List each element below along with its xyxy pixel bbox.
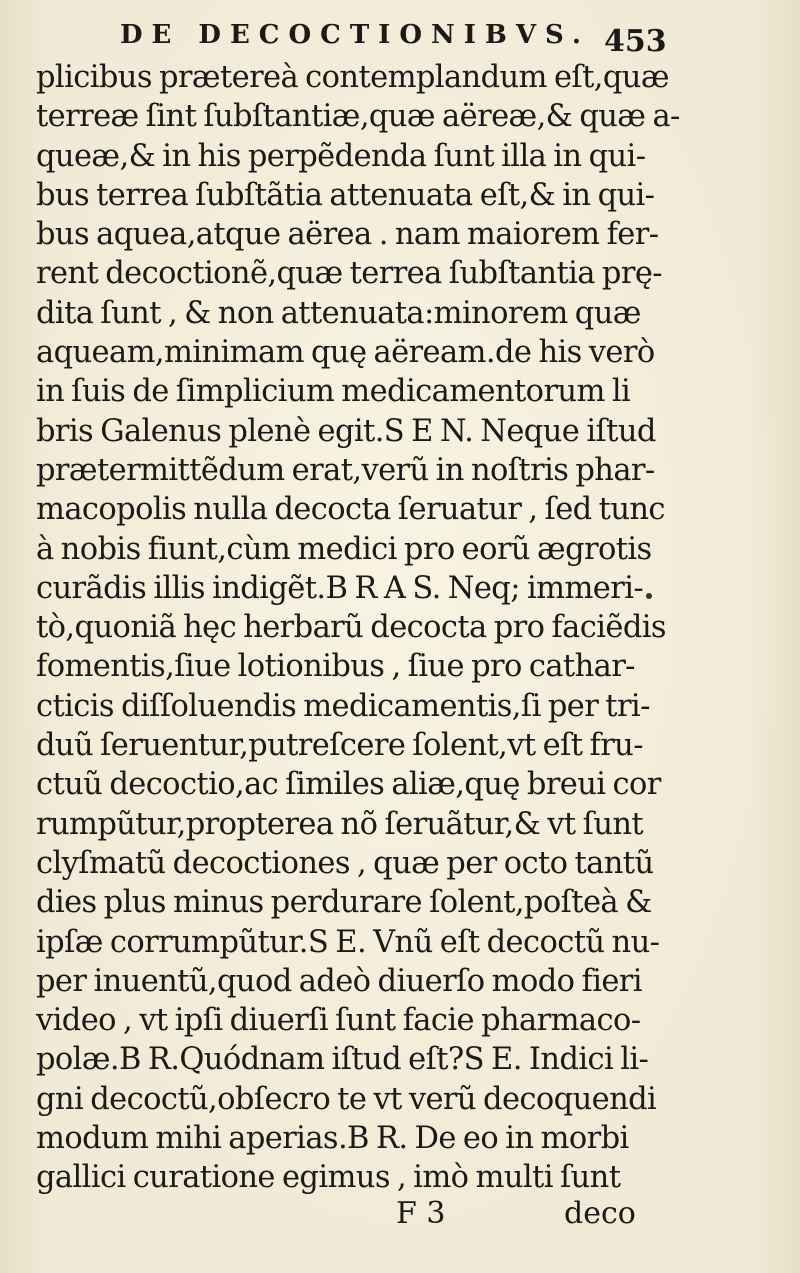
text-line: polӕ.B R.Quódnam iſtud eſt?S E. Indici li- [36, 1042, 649, 1078]
text-line: video , vt ipſi diuerſi ſunt facie pharmaco- [36, 1003, 641, 1039]
text-line: tò,quoniã hęc herbarũ decocta pro faciẽdis [36, 610, 666, 646]
text-line: in ſuis de ſimplicium medicamentorum li [36, 374, 631, 410]
text-line: prӕtermittẽdum erat,verũ in noſtris phar- [36, 452, 655, 488]
text-line: gallici curatione egimus , imò multi ſunt [36, 1160, 621, 1196]
text-line: modum mihi aperias.B R. De eo in morbi [36, 1121, 629, 1157]
signature-mark: F 3 [396, 1196, 446, 1231]
text-line: macopolis nulla decocta ſeruatur , ſed tunc [36, 492, 665, 528]
text-line: à nobis fiunt,cùm medici pro eorũ ӕgrotis [36, 531, 652, 567]
text-line: bus terrea ſubſtãtia attenuata eſt,& in qui- [36, 177, 655, 213]
text-line: terreӕ ſint ſubſtantiӕ,quӕ aëreӕ,& quӕ a- [36, 99, 680, 135]
page-footer [396, 1196, 656, 1240]
text-line: dies plus minus perdurare ſolent,poſteà & [36, 885, 652, 921]
running-head: DE DECOCTIONIBVS. [120, 20, 590, 50]
margin-mark [646, 593, 652, 599]
text-line: per inuentũ,quod adeò diuerſo modo fieri [36, 963, 642, 999]
text-line: rent decoctionẽ,quӕ terrea ſubſtantia prę- [36, 256, 662, 292]
text-line: plicibus prӕtereà contemplandum eſt,quӕ [36, 60, 669, 95]
text-line: ctuũ decoctio,ac ſimiles aliӕ,quę breui cor [36, 767, 661, 803]
text-line: queӕ,& in his perpẽdenda ſunt illa in qui- [36, 138, 646, 174]
text-line: duũ ſeruentur,putreſcere ſolent,vt eſt fru- [36, 728, 643, 764]
text-line: dita ſunt , & non attenuata:minorem quӕ [36, 295, 641, 331]
text-line: ipſӕ corrumpũtur.S E. Vnũ eſt decoctũ nu- [36, 924, 660, 960]
text-line: rumpũtur,propterea nõ ſeruãtur,& vt ſunt [36, 806, 644, 842]
text-body [36, 58, 696, 1198]
text-line: cticis diſſoluendis medicamentis,ſi per tri- [36, 688, 650, 724]
text-line: curãdis illis indigẽt.B R A S. Neq; immeri- [36, 570, 644, 606]
text-line: bris Galenus plenè egit.S E N. Neque iſtud [36, 413, 656, 449]
text-line: fomentis,ſiue lotionibus , ſiue pro cathar- [36, 649, 635, 685]
catchword: deco [564, 1196, 636, 1231]
text-line: bus aquea,atque aërea . nam maiorem fer- [36, 217, 659, 253]
text-line: gni decoctũ,obſecro te vt verũ decoquendi [36, 1081, 657, 1117]
text-line: clyſmatũ decoctiones , quӕ per octo tantũ [36, 845, 654, 881]
page-number: 453 [604, 24, 667, 59]
text-line: aqueam,minimam quę aëream.de his verò [36, 335, 655, 371]
